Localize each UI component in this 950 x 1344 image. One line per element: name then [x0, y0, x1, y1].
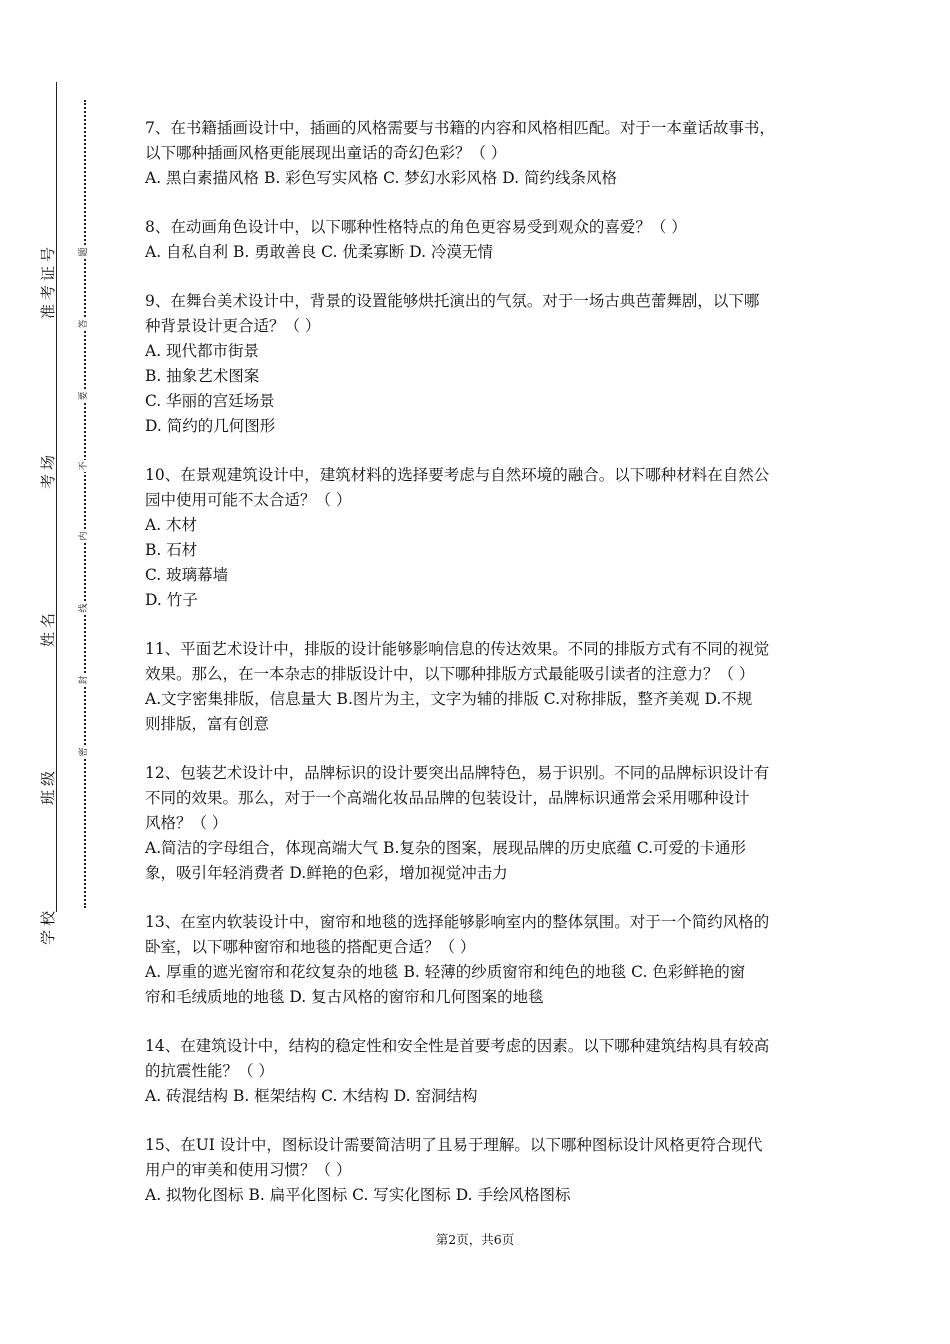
question-stem-line: 卧室，以下哪种窗帘和地毯的搭配更合适？（ ） [145, 938, 476, 956]
seal-char: 不 [79, 461, 89, 471]
question-stem-line: 以下哪种插画风格更能展现出童话的奇幻色彩？（ ） [145, 144, 507, 162]
question-stem-line: 9、在舞台美术设计中，背景的设置能够烘托演出的气氛。对于一场古典芭蕾舞剧，以下哪 [145, 292, 760, 310]
question-stem-line: 的抗震性能？（ ） [145, 1062, 274, 1080]
binding-dotted-line [84, 100, 86, 908]
question-stem-line: 8、在动画角色设计中，以下哪种性格特点的角色更容易受到观众的喜爱？（ ） [145, 218, 687, 236]
seal-char: 要 [79, 391, 89, 401]
class-label: 班级 [40, 764, 56, 808]
question-stem-line: 15、在UI 设计中，图标设计需要简洁明了且易于理解。以下哪种图标设计风格更符合现代 [145, 1136, 763, 1154]
seal-char: 内 [79, 531, 89, 541]
question-9 [145, 289, 811, 439]
question-options: A. 黑白素描风格 B. 彩色写实风格 C. 梦幻水彩风格 D. 简约线条风格 [145, 169, 617, 187]
question-options: 则排版，富有创意 [145, 715, 270, 733]
question-options: A. 砖混结构 B. 框架结构 C. 木结构 D. 窑洞结构 [145, 1087, 478, 1105]
question-stem-line: 12、包装艺术设计中，品牌标识的设计要突出品牌特色，易于识别。不同的品牌标识设计有 [145, 764, 770, 782]
seal-char: 密 [79, 747, 89, 757]
question-stem-line: 种背景设计更合适？（ ） [145, 317, 321, 335]
question-options: A.简洁的字母组合，体现高端大气 B.复杂的图案，展现品牌的历史底蕴 C.可爱的卡通形 [145, 839, 747, 857]
exam-room-label: 考场 [40, 448, 56, 492]
question-13 [145, 910, 811, 1010]
question-stem-line: 效果。那么，在一本杂志的排版设计中，以下哪种排版方式最能吸引读者的注意力？（ ） [145, 665, 755, 683]
question-7 [145, 116, 811, 191]
binding-margin [18, 60, 89, 945]
question-12 [145, 761, 811, 886]
name-label: 姓名 [40, 606, 56, 650]
option-c: C. 玻璃幕墙 [145, 566, 229, 584]
question-14 [145, 1034, 811, 1109]
question-10 [145, 463, 811, 613]
option-c: C. 华丽的宫廷场景 [145, 392, 275, 410]
question-list [145, 116, 811, 1232]
question-8 [145, 215, 811, 265]
question-stem-line: 14、在建筑设计中，结构的稳定性和安全性是首要考虑的因素。以下哪种建筑结构具有较高 [145, 1037, 770, 1055]
seal-char: 题 [79, 247, 89, 257]
option-b: B. 石材 [145, 541, 198, 559]
question-stem-line: 风格？（ ） [145, 814, 228, 832]
question-stem-line: 园中使用可能不太合适？（ ） [145, 491, 352, 509]
question-15 [145, 1133, 811, 1208]
exam-number-label: 准考证号 [40, 240, 56, 322]
page-number: 第2页，共6页 [435, 1232, 515, 1247]
option-b: B. 抽象艺术图案 [145, 367, 260, 385]
option-d: D. 竹子 [145, 591, 198, 609]
question-stem-line: 7、在书籍插画设计中，插画的风格需要与书籍的内容和风格相匹配。对于一本童话故事书， [145, 119, 775, 137]
option-a: A. 木材 [145, 516, 198, 534]
question-11 [145, 637, 811, 737]
question-stem-line: 13、在室内软装设计中，窗帘和地毯的选择能够影响室内的整体氛围。对于一个简约风格的 [145, 913, 770, 931]
question-options: A. 厚重的遮光窗帘和花纹复杂的地毯 B. 轻薄的纱质窗帘和纯色的地毯 C. 色彩鲜艳的窗 [145, 963, 746, 981]
question-stem-line: 不同的效果。那么，对于一个高端化妆品品牌的包装设计，品牌标识通常会采用哪种设计 [145, 789, 750, 807]
question-options: 帘和毛绒质地的地毯 D. 复古风格的窗帘和几何图案的地毯 [145, 988, 544, 1006]
question-options: A. 自私自利 B. 勇敢善良 C. 优柔寡断 D. 冷漠无情 [145, 243, 493, 261]
seal-char: 线 [79, 603, 89, 613]
option-d: D. 简约的几何图形 [145, 417, 276, 435]
question-stem-line: 10、在景观建筑设计中，建筑材料的选择要考虑与自然环境的融合。以下哪种材料在自然公 [145, 466, 770, 484]
question-stem-line: 11、平面艺术设计中，排版的设计能够影响信息的传达效果。不同的排版方式有不同的视觉 [145, 640, 770, 658]
question-options: 象，吸引年轻消费者 D.鲜艳的色彩，增加视觉冲击力 [145, 864, 508, 882]
school-label: 学校 [40, 904, 56, 948]
seal-char: 封 [79, 675, 89, 685]
question-options: A.文字密集排版，信息量大 B.图片为主，文字为辅的排版 C.对称排版，整齐美观 D.不规 [145, 690, 753, 708]
question-options: A. 拟物化图标 B. 扁平化图标 C. 写实化图标 D. 手绘风格图标 [145, 1186, 571, 1204]
question-stem-line: 用户的审美和使用习惯？（ ） [145, 1161, 352, 1179]
seal-char: 答 [79, 319, 89, 329]
option-a: A. 现代都市街景 [145, 342, 260, 360]
